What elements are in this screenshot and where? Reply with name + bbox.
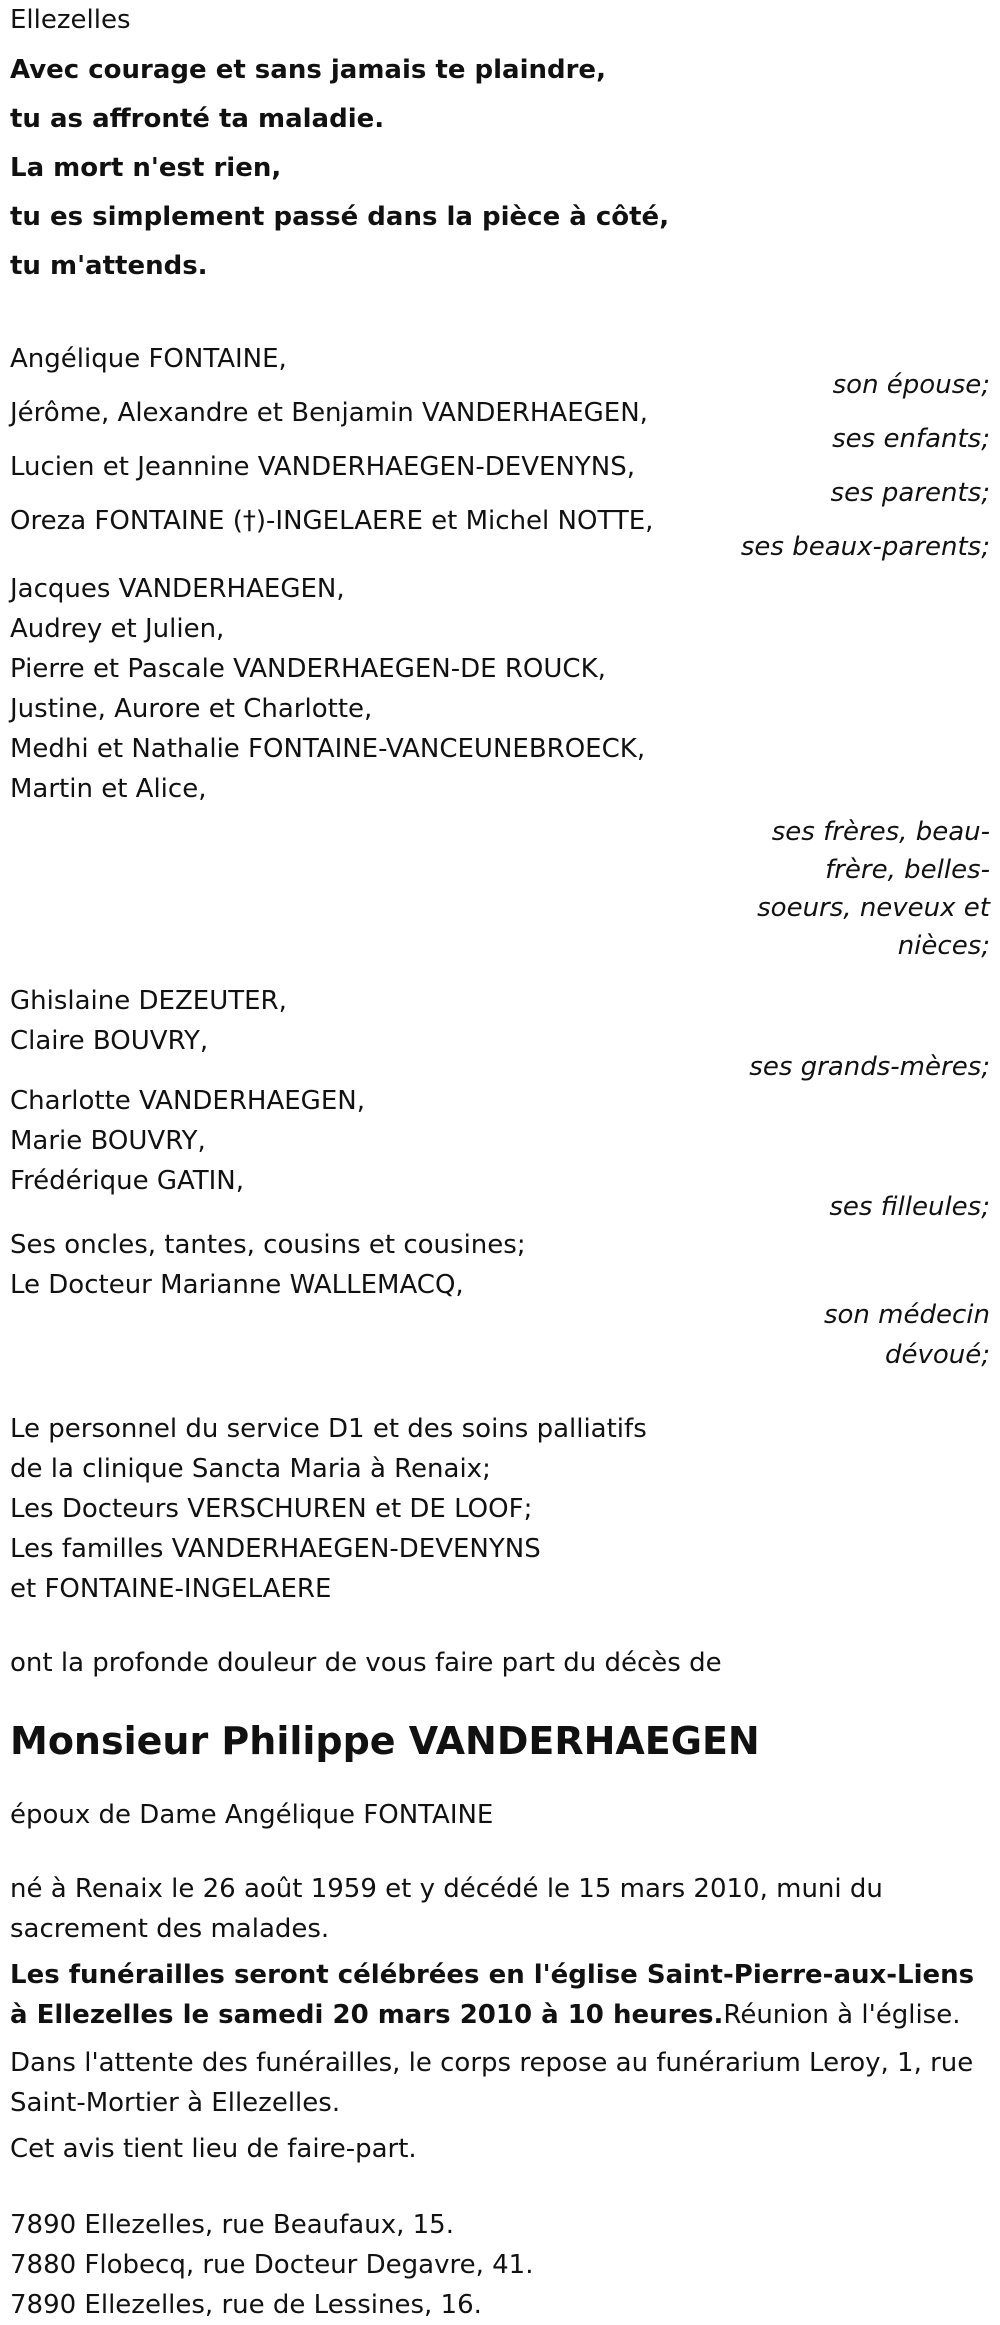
address-line: 7890 Ellezelles, rue Beaufaux, 15. <box>10 2210 454 2240</box>
mourner-entry <box>10 1225 1000 1375</box>
address-line: 7880 Flobecq, rue Docteur Degavre, 41. <box>10 2250 534 2280</box>
address-line: 7890 Ellezelles, rue de Lessines, 16. <box>10 2290 482 2320</box>
mourner-role: ses beaux-parents; <box>740 532 990 562</box>
mourner-name: Medhi et Nathalie FONTAINE-VANCEUNEBROECK, <box>10 734 646 764</box>
mourner-entry <box>10 1081 1000 1227</box>
other-mourners <box>10 1409 990 1609</box>
mourner-entry <box>10 501 1000 567</box>
mourner-name: Ghislaine DEZEUTER, <box>10 986 287 1016</box>
mourner-role: ses filleules; <box>829 1192 990 1222</box>
mourner-role: ses enfants; <box>832 424 990 454</box>
addresses <box>10 2205 990 2325</box>
mourner-role: son médecin dévoué; <box>823 1300 990 1370</box>
other-mourner-line: Les Docteurs VERSCHUREN et DE LOOF; <box>10 1494 533 1524</box>
mourner-name: Jacques VANDERHAEGEN, <box>10 574 345 604</box>
funeral-details: Les funérailles seront célébrées en l'église Saint-Pierre-aux-Liens à Ellezelles le samedi 20 mars 2010 à 10 heures. <box>10 1960 975 2030</box>
mourner-name: Marie BOUVRY, <box>10 1126 206 1156</box>
spouse-line: époux de Dame Angélique FONTAINE <box>10 1800 494 1830</box>
other-mourner-line: et FONTAINE-INGELAERE <box>10 1574 332 1604</box>
announcement: ont la profonde douleur de vous faire part du décès de <box>10 1648 722 1678</box>
other-mourner-line: Les familles VANDERHAEGEN-DEVENYNS <box>10 1534 541 1564</box>
mourner-role: ses grands-mères; <box>749 1052 990 1082</box>
location: Ellezelles <box>10 5 131 35</box>
deceased-name: Monsieur Philippe VANDERHAEGEN <box>10 1719 760 1763</box>
mourner-name: Charlotte VANDERHAEGEN, <box>10 1086 365 1116</box>
mourner-name: Angélique FONTAINE, <box>10 344 287 374</box>
wake-info: Dans l'attente des funérailles, le corps repose au funérarium Leroy, 1, rue Saint-Mortier à Ellezelles. <box>10 2048 974 2118</box>
funeral-info <box>10 1955 990 2035</box>
poem-line: Avec courage et sans jamais te plaindre, <box>10 55 606 85</box>
mourner-name: Jérôme, Alexandre et Benjamin VANDERHAEGEN, <box>10 398 648 428</box>
mourner-name: Oreza FONTAINE (†)-INGELAERE et Michel NOTTE, <box>10 506 654 536</box>
mourner-name: Justine, Aurore et Charlotte, <box>10 694 373 724</box>
other-mourner-line: Le personnel du service D1 et des soins palliatifs <box>10 1414 647 1444</box>
poem-line: tu es simplement passé dans la pièce à côté, <box>10 202 670 232</box>
poem-line: tu m'attends. <box>10 251 208 281</box>
mourner-name: Audrey et Julien, <box>10 614 225 644</box>
mourner-name: Ses oncles, tantes, cousins et cousines; <box>10 1230 526 1260</box>
mourner-name: Claire BOUVRY, <box>10 1026 209 1056</box>
mourner-role: son épouse; <box>832 370 990 400</box>
birth-death: né à Renaix le 26 août 1959 et y décédé le 15 mars 2010, muni du sacrement des malades. <box>10 1874 883 1944</box>
mourner-entry <box>10 981 1000 1087</box>
funeral-reunion: Réunion à l'église. <box>723 2000 961 2030</box>
mourner-name: Frédérique GATIN, <box>10 1166 245 1196</box>
mourner-name: Le Docteur Marianne WALLEMACQ, <box>10 1270 464 1300</box>
poem <box>10 46 990 291</box>
mourner-name: Pierre et Pascale VANDERHAEGEN-DE ROUCK, <box>10 654 606 684</box>
mourner-role: ses frères, beau-frère, belles-soeurs, neveux et nièces; <box>757 817 990 961</box>
notice: Cet avis tient lieu de faire-part. <box>10 2134 417 2164</box>
mourner-name: Lucien et Jeannine VANDERHAEGEN-DEVENYNS, <box>10 452 635 482</box>
mourner-name: Martin et Alice, <box>10 774 207 804</box>
poem-line: La mort n'est rien, <box>10 153 282 183</box>
poem-line: tu as affronté ta maladie. <box>10 104 385 134</box>
other-mourner-line: de la clinique Sancta Maria à Renaix; <box>10 1454 491 1484</box>
mourner-role: ses parents; <box>830 478 990 508</box>
mourner-entry <box>10 569 1000 965</box>
